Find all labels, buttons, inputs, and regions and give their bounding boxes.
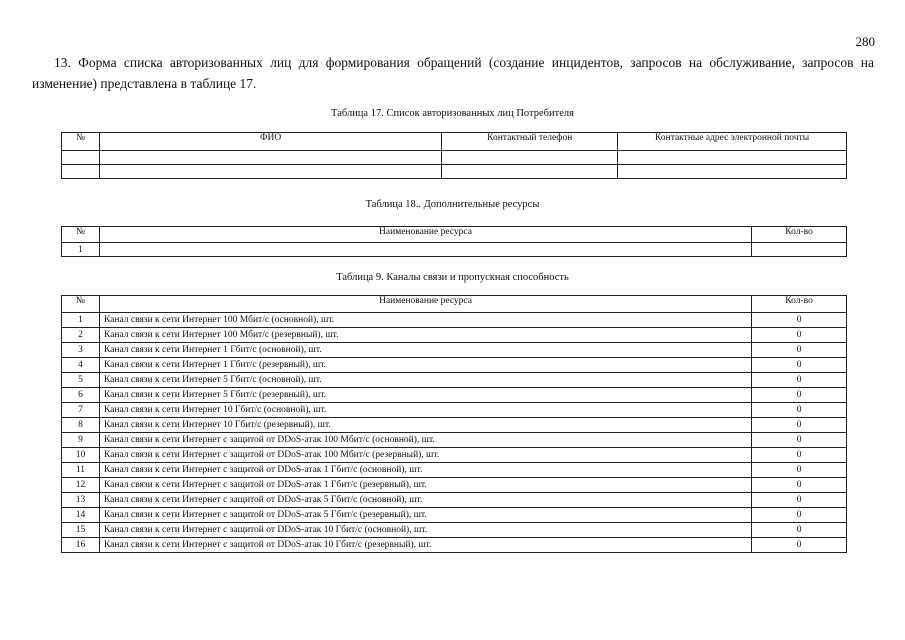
table-cell: Канал связи к сети Интернет 10 Гбит/с (основной), шт. bbox=[99, 403, 751, 418]
table-cell bbox=[62, 151, 100, 165]
table-cell: Канал связи к сети Интернет с защитой от DDoS-атак 10 Гбит/с (резервный), шт. bbox=[99, 538, 751, 553]
table-cell: Канал связи к сети Интернет с защитой от DDoS-атак 1 Гбит/с (основной), шт. bbox=[99, 463, 751, 478]
column-header: № bbox=[62, 296, 100, 313]
table-cell bbox=[618, 151, 847, 165]
table-cell: 4 bbox=[62, 358, 100, 373]
table-row bbox=[62, 418, 847, 433]
table-cell: 0 bbox=[752, 493, 847, 508]
table-cell bbox=[62, 165, 100, 179]
table-cell: 14 bbox=[62, 508, 100, 523]
table-cell: 0 bbox=[752, 343, 847, 358]
table-cell: Канал связи к сети Интернет с защитой от DDoS-атак 1 Гбит/с (резервный), шт. bbox=[99, 478, 751, 493]
table-row bbox=[62, 388, 847, 403]
table-row bbox=[62, 493, 847, 508]
column-header: ФИО bbox=[99, 133, 441, 151]
table-cell: Канал связи к сети Интернет 5 Гбит/с (резервный), шт. bbox=[99, 388, 751, 403]
table-cell: Канал связи к сети Интернет 100 Мбит/с (резервный), шт. bbox=[99, 328, 751, 343]
table-row bbox=[62, 343, 847, 358]
table-cell bbox=[442, 165, 618, 179]
table-row bbox=[62, 433, 847, 448]
table-cell: 0 bbox=[752, 388, 847, 403]
table17-caption: Таблица 17. Список авторизованных лиц Потребителя bbox=[331, 108, 574, 119]
table-cell: Канал связи к сети Интернет с защитой от DDoS-атак 100 Мбит/с (основной), шт. bbox=[99, 433, 751, 448]
table-cell: 1 bbox=[62, 313, 100, 328]
table-cell: 3 bbox=[62, 343, 100, 358]
table-row bbox=[62, 403, 847, 418]
table-row bbox=[62, 328, 847, 343]
table-row bbox=[62, 243, 847, 257]
table-cell: Канал связи к сети Интернет с защитой от DDoS-атак 5 Гбит/с (резервный), шт. bbox=[99, 508, 751, 523]
table-cell bbox=[99, 151, 441, 165]
table-cell: 0 bbox=[752, 478, 847, 493]
table-cell: 12 bbox=[62, 478, 100, 493]
table-cell bbox=[99, 243, 751, 257]
table-cell: 10 bbox=[62, 448, 100, 463]
table-cell: 7 bbox=[62, 403, 100, 418]
table-cell: 11 bbox=[62, 463, 100, 478]
column-header: Наименование ресурса bbox=[99, 227, 751, 243]
table-cell: 8 bbox=[62, 418, 100, 433]
intro-paragraph: 13. Форма списка авторизованных лиц для формирования обращений (создание инцидентов, запросов на обслуживание, запросов на изменение) представлена в таблице 17. bbox=[32, 55, 874, 91]
table9-caption: Таблица 9. Каналы связи и пропускная способность bbox=[336, 272, 569, 283]
column-header: Кол-во bbox=[752, 296, 847, 313]
column-header: Контактные адрес электронной почты bbox=[618, 133, 847, 151]
table18-caption: Таблица 18.. Дополнительные ресурсы bbox=[365, 199, 540, 210]
table-cell bbox=[618, 165, 847, 179]
table-row bbox=[62, 358, 847, 373]
table-cell: 9 bbox=[62, 433, 100, 448]
table-cell: 1 bbox=[62, 243, 100, 257]
column-header: № bbox=[62, 227, 100, 243]
table-cell: 16 bbox=[62, 538, 100, 553]
table-cell: Канал связи к сети Интернет 100 Мбит/с (основной), шт. bbox=[99, 313, 751, 328]
authorized-persons-table bbox=[61, 132, 847, 179]
table-cell: 0 bbox=[752, 373, 847, 388]
table-row bbox=[62, 538, 847, 553]
table-cell: Канал связи к сети Интернет 1 Гбит/с (основной), шт. bbox=[99, 343, 751, 358]
table-cell: 0 bbox=[752, 358, 847, 373]
table-row bbox=[62, 523, 847, 538]
column-header: Контактный телефон bbox=[442, 133, 618, 151]
table-cell: 0 bbox=[752, 448, 847, 463]
table-cell: 0 bbox=[752, 463, 847, 478]
table-cell: Канал связи к сети Интернет 10 Гбит/с (резервный), шт. bbox=[99, 418, 751, 433]
table-cell: 15 bbox=[62, 523, 100, 538]
table-row bbox=[62, 448, 847, 463]
table-header-row bbox=[62, 227, 847, 243]
table-row bbox=[62, 508, 847, 523]
table-cell: Канал связи к сети Интернет с защитой от DDoS-атак 10 Гбит/с (основной), шт. bbox=[99, 523, 751, 538]
table-cell: 0 bbox=[752, 508, 847, 523]
table-row bbox=[62, 151, 847, 165]
table-row bbox=[62, 373, 847, 388]
column-header: Наименование ресурса bbox=[99, 296, 751, 313]
table-row bbox=[62, 313, 847, 328]
table-cell: Канал связи к сети Интернет с защитой от DDoS-атак 5 Гбит/с (основной), шт. bbox=[99, 493, 751, 508]
table-cell: Канал связи к сети Интернет 1 Гбит/с (резервный), шт. bbox=[99, 358, 751, 373]
table-row bbox=[62, 463, 847, 478]
table-cell: 0 bbox=[752, 433, 847, 448]
table-row bbox=[62, 478, 847, 493]
table-cell: 13 bbox=[62, 493, 100, 508]
table-cell: Канал связи к сети Интернет с защитой от DDoS-атак 100 Мбит/с (резервный), шт. bbox=[99, 448, 751, 463]
table-cell: 0 bbox=[752, 328, 847, 343]
table-header-row bbox=[62, 133, 847, 151]
table-row bbox=[62, 165, 847, 179]
channels-table bbox=[61, 295, 847, 553]
table-cell: 2 bbox=[62, 328, 100, 343]
column-header: № bbox=[62, 133, 100, 151]
additional-resources-table bbox=[61, 226, 847, 257]
page-number: 280 bbox=[855, 34, 875, 49]
table-cell: 5 bbox=[62, 373, 100, 388]
column-header: Кол-во bbox=[752, 227, 847, 243]
table-cell: 0 bbox=[752, 403, 847, 418]
table-cell bbox=[99, 165, 441, 179]
table-cell: 0 bbox=[752, 313, 847, 328]
table-cell: Канал связи к сети Интернет 5 Гбит/с (основной), шт. bbox=[99, 373, 751, 388]
table-cell bbox=[752, 243, 847, 257]
table-cell: 0 bbox=[752, 523, 847, 538]
table-cell: 0 bbox=[752, 418, 847, 433]
table-cell bbox=[442, 151, 618, 165]
table-header-row bbox=[62, 296, 847, 313]
table-cell: 0 bbox=[752, 538, 847, 553]
table-cell: 6 bbox=[62, 388, 100, 403]
